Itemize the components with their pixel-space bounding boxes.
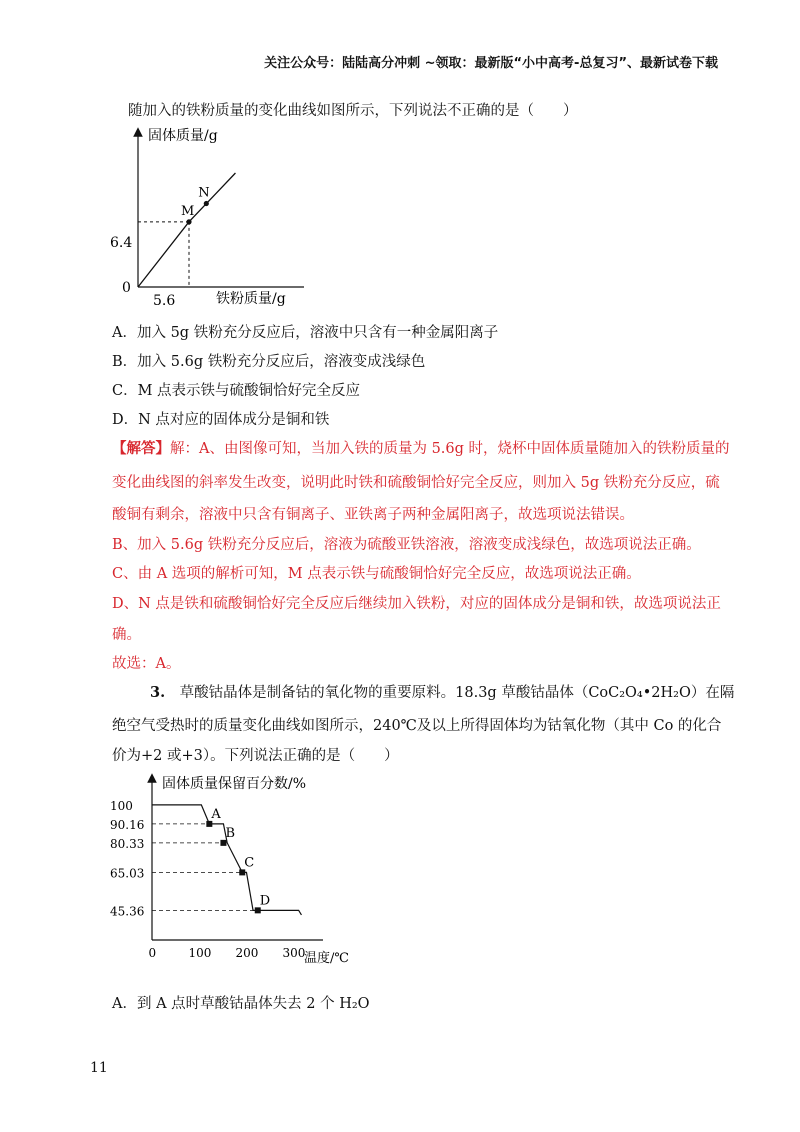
point-N xyxy=(204,201,209,206)
y-tick-100: 100 xyxy=(110,798,133,813)
q3-line-1: 3. 草酸钴晶体是制备钴的氧化物的重要原料。18.3g 草酸钴晶体（CoC₂O₄•2H₂O）在隔 xyxy=(150,684,735,701)
point-label-D: D xyxy=(259,893,271,909)
point-label-C: C xyxy=(244,855,255,871)
page-header: 关注公众号：陆陆高分冲刺 ~领取：最新版“小中高考-总复习”、最新试卷下载 xyxy=(264,56,718,71)
answer-tag: 【解答】 xyxy=(112,440,170,457)
q3-option-a: A．到 A 点时草酸钴晶体失去 2 个 H₂O xyxy=(112,996,370,1012)
x-tick-100: 100 xyxy=(188,946,212,960)
x-tick-200: 200 xyxy=(235,946,259,960)
y-tick-45.36: 45.36 xyxy=(110,904,145,919)
data-line xyxy=(152,805,301,915)
q2-option-c: C．M 点表示铁与硫酸铜恰好完全反应 xyxy=(112,383,361,399)
q3-line-2: 绝空气受热时的质量变化曲线如图所示，240℃及以上所得固体均为钴氧化物（其中 Co 的化合 xyxy=(112,718,722,734)
q2-option-b: B．加入 5.6g 铁粉充分反应后，溶液变成浅绿色 xyxy=(112,354,426,370)
iron-mass-chart xyxy=(108,122,308,312)
y-tick-label: 6.4 xyxy=(110,235,133,251)
x-tick-300: 300 xyxy=(282,946,306,960)
cobalt-oxalate-tga-chart xyxy=(108,770,368,970)
x-tick-0: 0 xyxy=(148,946,157,960)
q2-option-d: D．N 点对应的固体成分是铜和铁 xyxy=(112,412,330,428)
answer-line-5: C、由 A 选项的解析可知，M 点表示铁与硫酸铜恰好完全反应，故选项说法正确。 xyxy=(112,566,641,582)
data-line xyxy=(138,173,235,287)
point-label-A: A xyxy=(211,806,221,822)
answer-line-1: 【解答】解：A、由图像可知，当加入铁的质量为 5.6g 时，烧杯中固体质量随加入的铁粉质量的 xyxy=(112,440,730,457)
page-number: 11 xyxy=(90,1060,108,1076)
answer-line-2: 变化曲线图的斜率发生改变，说明此时铁和硫酸铜恰好完全反应，则加入 5g 铁粉充分反应，硫 xyxy=(112,475,720,491)
y-axis-label: 固体质量/g xyxy=(148,128,218,144)
y-axis-label: 固体质量保留百分数/% xyxy=(162,776,307,792)
x-tick-label: 5.6 xyxy=(153,293,176,309)
q3-line-3: 价为+2 或+3）。下列说法正确的是（ ） xyxy=(112,748,399,764)
answer-line-4: B、加入 5.6g 铁粉充分反应后，溶液为硫酸亚铁溶液，溶液变成浅绿色，故选项说法正确。 xyxy=(112,537,701,553)
answer-line-8: 故选：A。 xyxy=(112,656,181,672)
answer-line-3: 酸铜有剩余，溶液中只含有铜离子、亚铁离子两种金属阳离子，故选项说法错误。 xyxy=(112,507,634,523)
y-tick-90.16: 90.16 xyxy=(110,817,145,832)
point-label-B: B xyxy=(225,825,236,841)
y-tick-80.33: 80.33 xyxy=(110,836,145,851)
q2-stem: 随加入的铁粉质量的变化曲线如图所示，下列说法不正确的是（ ） xyxy=(128,103,578,119)
origin-label: 0 xyxy=(122,280,131,296)
y-tick-65.03: 65.03 xyxy=(110,866,145,881)
q3-number: 3. xyxy=(150,684,166,701)
answer-line-7: 确。 xyxy=(112,627,141,643)
x-axis-label: 铁粉质量/g xyxy=(216,291,286,307)
x-axis-label: 温度/℃ xyxy=(304,951,349,966)
answer-line-6: D、N 点是铁和硫酸铜恰好完全反应后继续加入铁粉，对应的固体成分是铜和铁，故选项说法正 xyxy=(112,596,721,612)
q2-option-a: A．加入 5g 铁粉充分反应后，溶液中只含有一种金属阳离子 xyxy=(112,325,499,341)
point-label-M: M xyxy=(181,203,195,219)
point-M xyxy=(186,219,191,224)
point-label-N: N xyxy=(198,185,210,201)
